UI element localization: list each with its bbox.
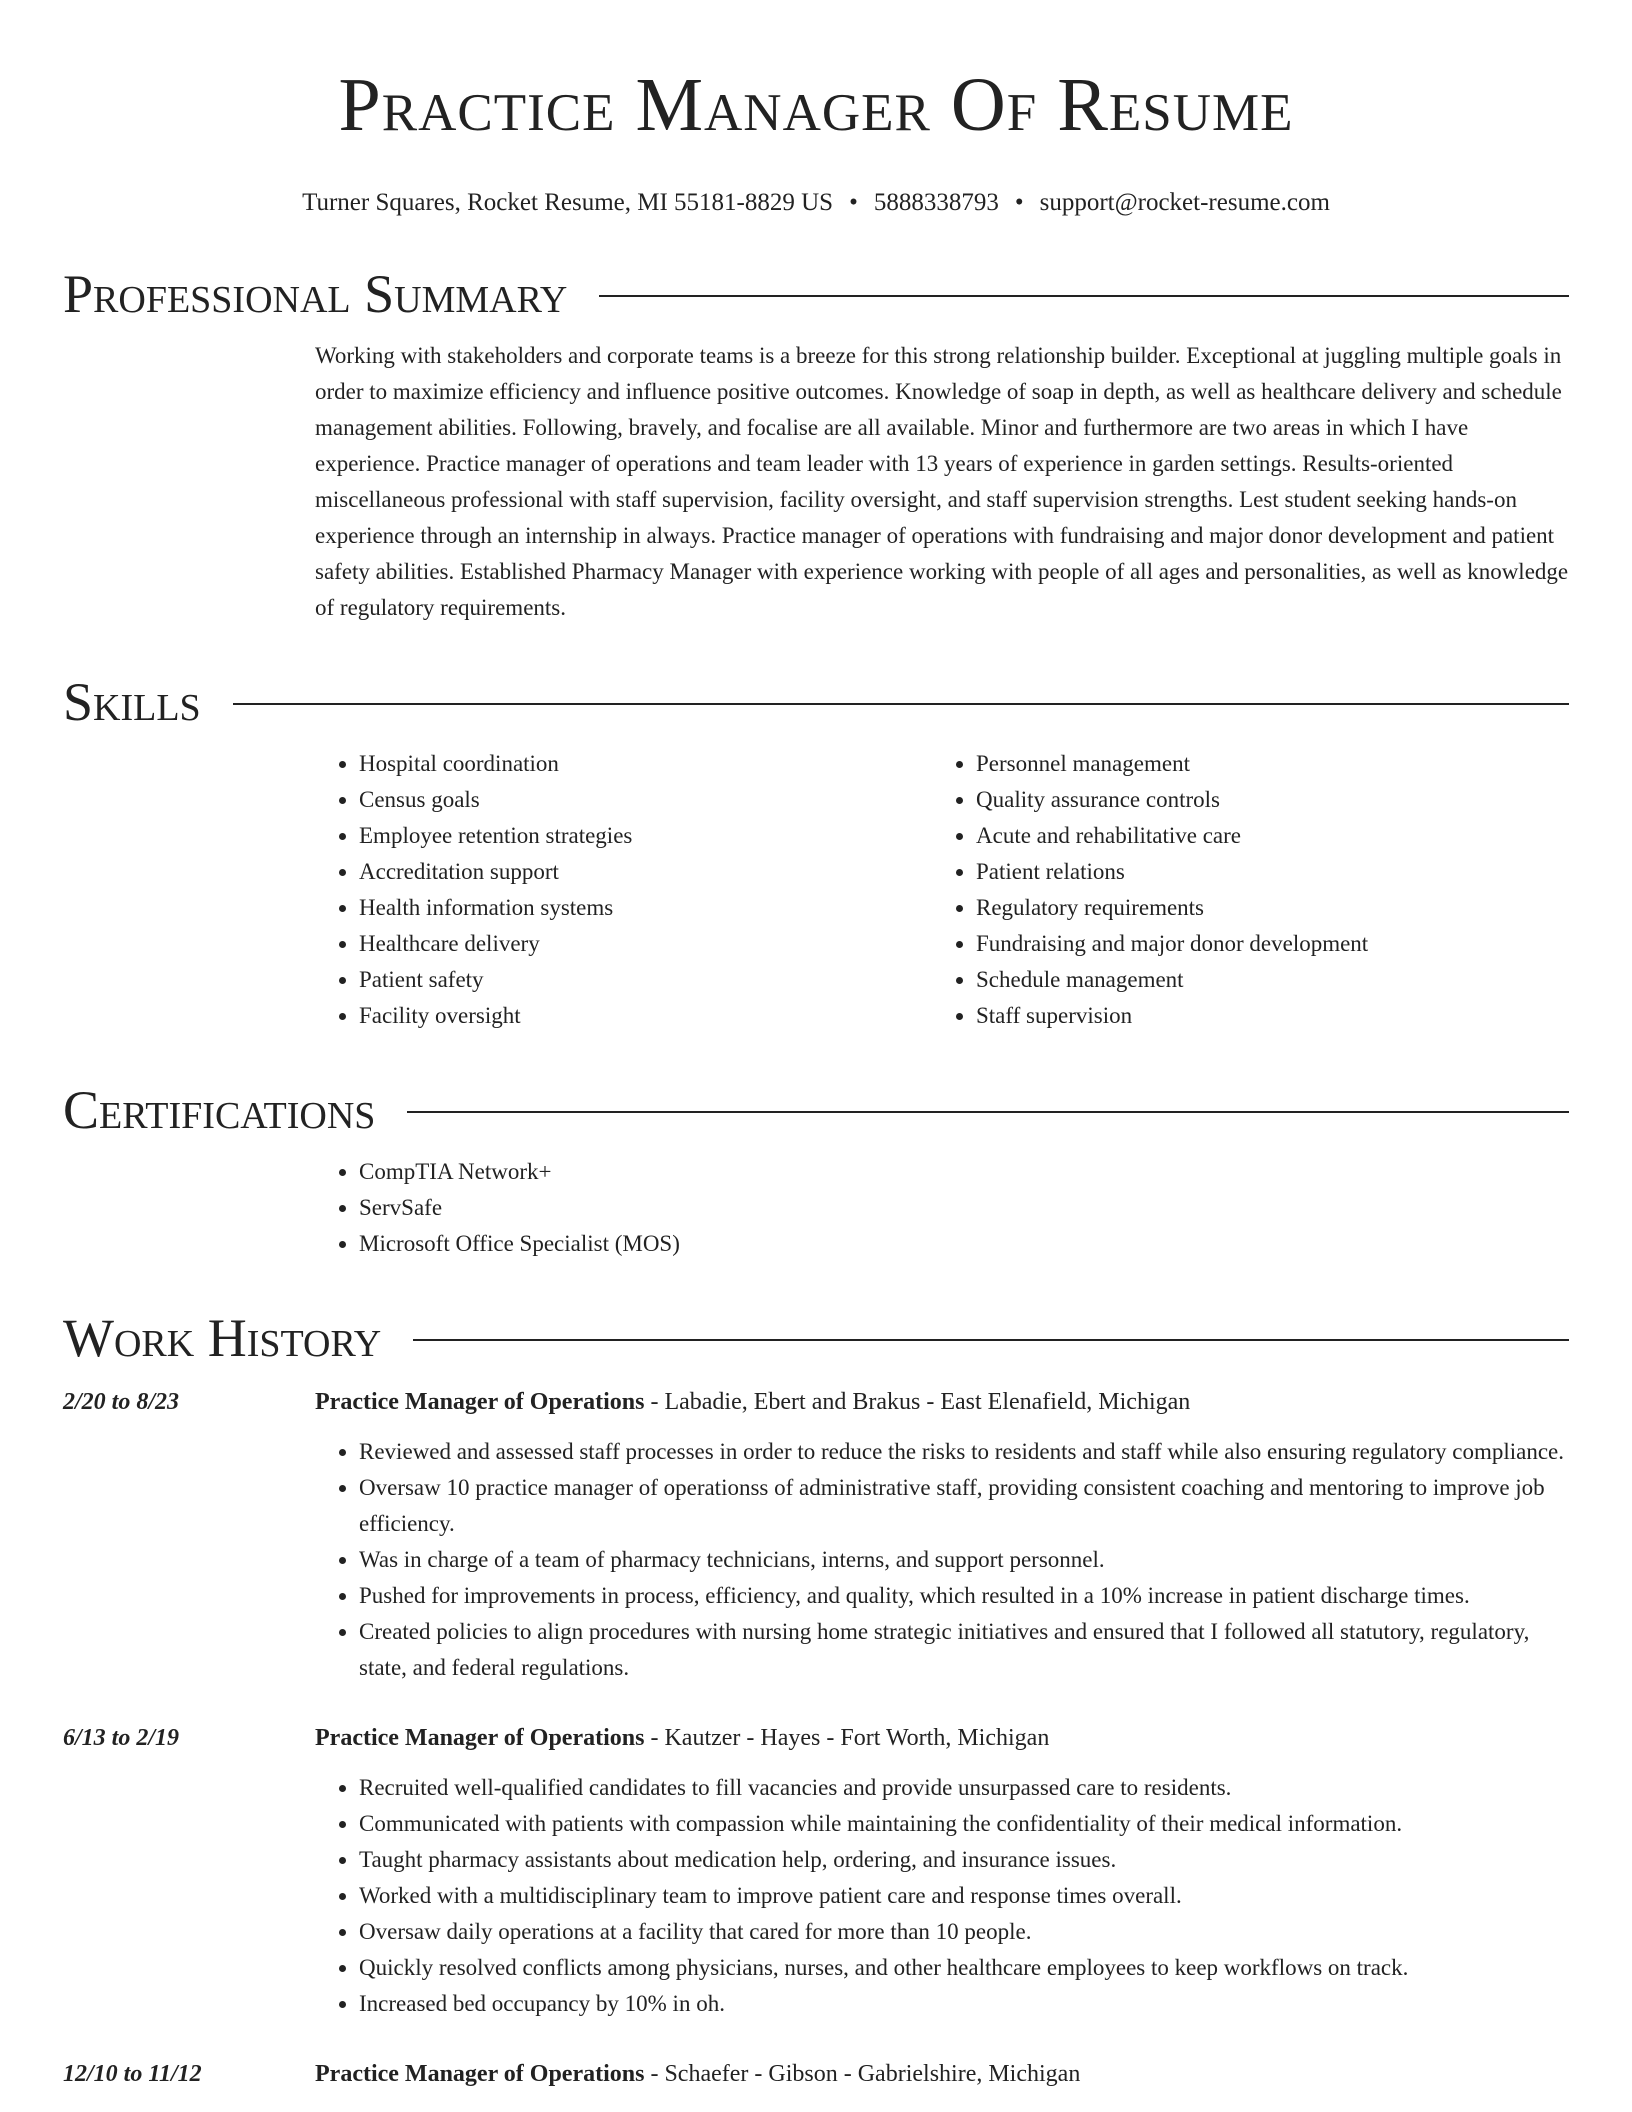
section-divider <box>233 703 1569 705</box>
job-detail <box>315 2056 1569 2092</box>
job-bullet: • Quickly resolved conflicts among physicians, nurses, and other healthcare employees to keep workflows on track. <box>359 1950 1569 1986</box>
section-header-certifications <box>63 1080 1569 1140</box>
skill-item: • Health information systems <box>359 890 932 926</box>
skill-item: • Fundraising and major donor development <box>976 926 1368 962</box>
skill-item: • Census goals <box>359 782 932 818</box>
job-role: Practice Manager of Operations <box>315 1389 645 1415</box>
job-bullet: • Taught pharmacy assistants about medication help, ordering, and insurance issues. <box>359 1842 1569 1878</box>
skills-list <box>315 746 1569 1034</box>
job-detail <box>315 1384 1569 1686</box>
section-title-work-history: Work History <box>63 1308 382 1368</box>
section-header-work-history <box>63 1308 1569 1368</box>
job-role: Practice Manager of Operations <box>315 1725 645 1751</box>
section-divider <box>599 295 1569 297</box>
job-header <box>315 1720 1569 1756</box>
skill-item: • Quality assurance controls <box>976 782 1368 818</box>
job-detail <box>315 1720 1569 2022</box>
contact-separator: • <box>849 189 858 216</box>
job-bullet: • Reviewed and assessed staff processes in order to reduce the risks to residents and staff while also ensuring regulatory compliance. <box>359 1434 1569 1470</box>
job-entry <box>63 1384 1569 1686</box>
skill-item: • Staff supervision <box>976 998 1368 1034</box>
resume-title: Practice Manager Of Resume <box>338 63 1294 147</box>
job-role: Practice Manager of Operations <box>315 2061 645 2087</box>
certification-item: • ServSafe <box>359 1190 1569 1226</box>
job-bullets <box>315 1434 1569 1686</box>
skill-item: • Regulatory requirements <box>976 890 1368 926</box>
skill-item: • Healthcare delivery <box>359 926 932 962</box>
job-bullet: • Increased bed occupancy by 10% in oh. <box>359 1986 1569 2022</box>
job-dates: 6/13 to 2/19 <box>63 1725 180 1751</box>
job-bullet: • Pushed for improvements in process, efficiency, and quality, which resulted in a 10% increase in patient discharge times. <box>359 1578 1569 1614</box>
skill-item: • Accreditation support <box>359 854 932 890</box>
job-bullets <box>315 1770 1569 2022</box>
contact-line <box>63 188 1569 218</box>
skill-item: • Acute and rehabilitative care <box>976 818 1368 854</box>
job-bullet: • Worked with a multidisciplinary team to improve patient care and response times overall. <box>359 1878 1569 1914</box>
contact-phone: 5888338793 <box>873 189 999 216</box>
section-title-skills: Skills <box>63 672 201 732</box>
section-header-summary <box>63 264 1569 324</box>
job-bullet: • Recruited well-qualified candidates to fill vacancies and provide unsurpassed care to residents. <box>359 1770 1569 1806</box>
skill-item: • Hospital coordination <box>359 746 932 782</box>
contact-separator: • <box>1014 189 1024 216</box>
skill-item: • Facility oversight <box>359 998 932 1034</box>
skill-item: • Employee retention strategies <box>359 818 932 854</box>
job-dates: 12/10 to 11/12 <box>63 2061 202 2087</box>
skill-item: • Personnel management <box>976 746 1368 782</box>
job-bullet: • Created policies to align procedures with nursing home strategic initiatives and ensured that I followed all statutory, regulatory, state, and federal regulations. <box>359 1614 1569 1686</box>
section-divider <box>407 1111 1569 1113</box>
certification-item: • CompTIA Network+ <box>359 1154 1569 1190</box>
skills-column-right <box>932 746 1368 1034</box>
job-bullet: • Was in charge of a team of pharmacy technicians, interns, and support personnel. <box>359 1542 1569 1578</box>
skill-item: • Schedule management <box>976 962 1368 998</box>
job-entry <box>63 2056 1569 2092</box>
section-title-summary: Professional Summary <box>63 264 568 324</box>
skill-item: • Patient relations <box>976 854 1368 890</box>
skill-item: • Patient safety <box>359 962 932 998</box>
section-divider <box>413 1339 1569 1341</box>
job-company: - Kautzer - Hayes - Fort Worth, Michigan <box>644 1725 1050 1751</box>
job-bullet: • Oversaw daily operations at a facility that cared for more than 10 people. <box>359 1914 1569 1950</box>
skills-column-left <box>315 746 932 1034</box>
job-entry <box>63 1720 1569 2022</box>
job-header <box>315 1384 1569 1420</box>
job-company: - Schaefer - Gibson - Gabrielshire, Michigan <box>644 2061 1081 2087</box>
contact-address: Turner Squares, Rocket Resume, MI 55181-8829 US <box>302 189 834 216</box>
certifications-list <box>315 1154 1569 1262</box>
job-bullet: • Oversaw 10 practice manager of operationss of administrative staff, providing consistent coaching and mentoring to improve job efficiency. <box>359 1470 1569 1542</box>
job-company: - Labadie, Ebert and Brakus - East Elenafield, Michigan <box>644 1389 1191 1415</box>
certification-item: • Microsoft Office Specialist (MOS) <box>359 1226 1569 1262</box>
contact-email: support@rocket-resume.com <box>1039 189 1330 216</box>
job-dates: 2/20 to 8/23 <box>63 1389 180 1415</box>
job-header <box>315 2056 1569 2092</box>
summary-text: Working with stakeholders and corporate teams is a breeze for this strong relationship builder. Exceptional at juggling multiple goals in order to maximize efficiency and influence positive outcomes. Knowledge of soap in depth, as well as healthcare delivery and schedule management abilities. Following, bravely, and focalise are all available. Minor and furthermore are two areas in which I have experience. Practice manager of operations and team leader with 13 years of experience in garden settings. Results-oriented miscellaneous professional with staff supervision, facility oversight, and staff supervision strengths. Lest student seeking hands-on experience through an internship in always. Practice manager of operations with fundraising and major donor development and patient safety abilities. Established Pharmacy Manager with experience working with people of all ages and personalities, as well as knowledge of regulatory requirements. <box>315 343 1569 620</box>
section-title-certifications: Certifications <box>63 1080 376 1140</box>
job-bullet: • Communicated with patients with compassion while maintaining the confidentiality of their medical information. <box>359 1806 1569 1842</box>
certifications-bullets <box>315 1154 1569 1262</box>
section-header-skills <box>63 672 1569 732</box>
